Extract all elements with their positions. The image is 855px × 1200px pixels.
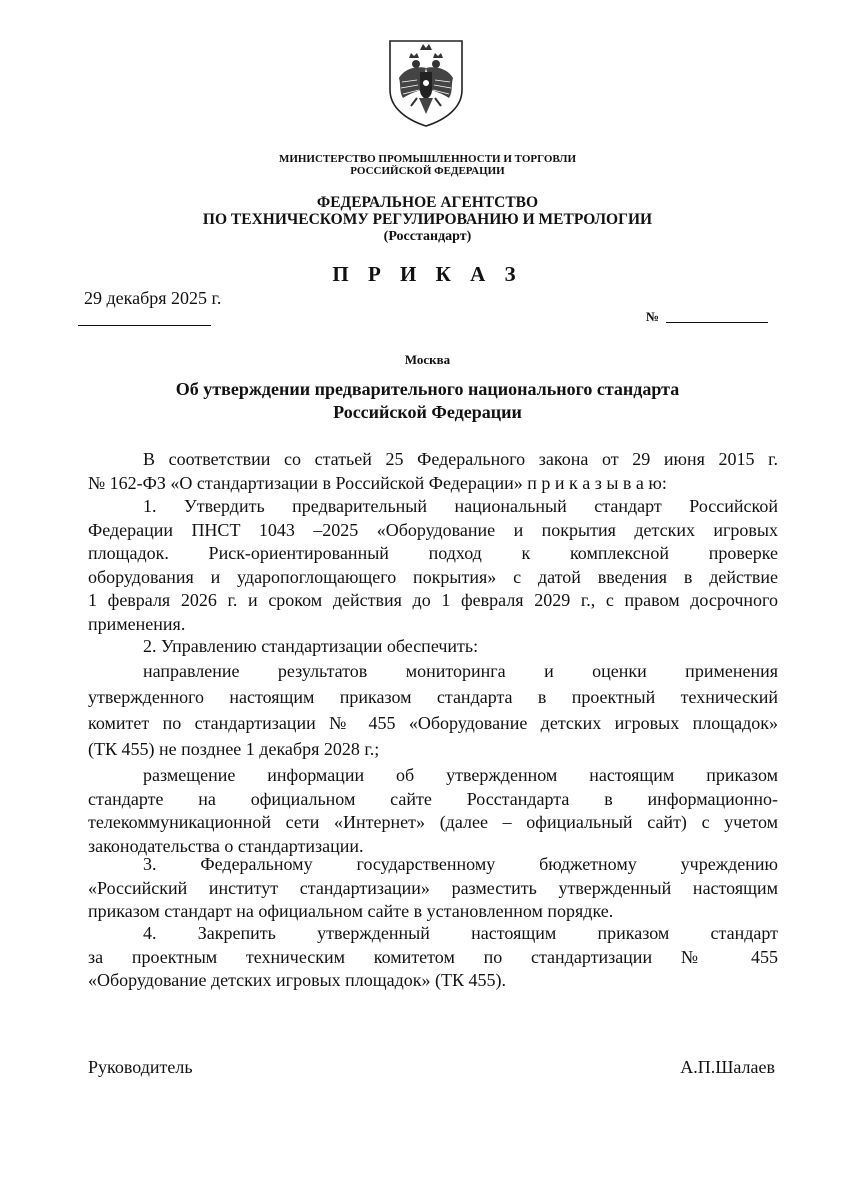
text-line: (ТК 455) не позднее 1 декабря 2028 г.; (88, 739, 380, 759)
text-line: законодательства о стандартизации. (88, 835, 364, 856)
order-number-label: № (646, 309, 660, 324)
text-line: направление результатов мониторинга и оценки применения (143, 661, 778, 681)
text-line: площадок. Риск-ориентированный подход к комплексной проверке (88, 543, 778, 563)
text-line: телекоммуникационной сети «Интернет» (далее – официальный сайт) с учетом (88, 812, 778, 832)
text-line: утвержденного настоящим приказом стандарта в проектный технический (88, 687, 778, 707)
paragraph-item-1 (88, 495, 778, 636)
text-line: «Российский институт стандартизации» разместить утвержденный настоящим (88, 877, 778, 898)
signatory-position: Руководитель (88, 1057, 193, 1077)
paragraph-item-4 (88, 922, 778, 993)
agency-name-line1: ФЕДЕРАЛЬНОЕ АГЕНТСТВО (316, 194, 539, 211)
ministry-name-line2: РОССИЙСКОЙ ФЕДЕРАЦИИ (350, 165, 505, 177)
date-underline (78, 325, 211, 326)
coat-of-arms-icon (387, 38, 465, 128)
city: Москва (404, 352, 451, 367)
text-line: Федерации ПНСТ 1043 –2025 «Оборудование и покрытия детских игровых (88, 519, 778, 540)
paragraph-item-3 (88, 853, 778, 924)
paragraph-preamble (88, 448, 778, 495)
text-line: размещение информации об утвержденном настоящим приказом (143, 765, 778, 785)
text-line: применения. (88, 613, 186, 634)
order-number-underline (666, 322, 768, 323)
text-line: приказом стандарт на официальном сайте в установленном порядке. (88, 901, 614, 921)
order-title: П Р И К А З (332, 262, 523, 286)
text-line: 3. Федеральному государственному бюджетному учреждению (143, 854, 778, 874)
order-subject-line2: Российской Федерации (333, 402, 522, 422)
text-line: комитет по стандартизации № 455 «Оборудование детских игровых площадок» (88, 713, 778, 733)
text-line: 4. Закрепить утвержденный настоящим приказом стандарт (143, 923, 778, 943)
agency-name-line2: ПО ТЕХНИЧЕСКОМУ РЕГУЛИРОВАНИЮ И МЕТРОЛОГИИ (202, 211, 653, 228)
order-subject-line1: Об утверждении предварительного национального стандарта (175, 379, 680, 399)
text-line: В соответствии со статьей 25 Федерального закона от 29 июня 2015 г. (143, 449, 778, 469)
order-date: 29 декабря 2025 г. (84, 288, 222, 308)
paragraph-item-2-monitoring (88, 658, 778, 762)
text-line: 1 февраля 2026 г. и сроком действия до 1 февраля 2029 г., с правом досрочного (88, 590, 778, 610)
paragraph-item-2-publication (88, 764, 778, 858)
text-line: 2. Управлению стандартизации обеспечить: (143, 636, 479, 656)
signatory-name: А.П.Шалаев (680, 1057, 775, 1077)
agency-short-name: (Росстандарт) (383, 229, 472, 244)
text-line: стандарте на официальном сайте Росстандарта в информационно- (88, 788, 778, 809)
ministry-name-line1: МИНИСТЕРСТВО ПРОМЫШЛЕННОСТИ И ТОРГОВЛИ (278, 153, 577, 165)
text-line: оборудования и ударопоглощающего покрытия» с датой введения в действие (88, 566, 778, 587)
text-line: «Оборудование детских игровых площадок» (ТК 455). (88, 970, 507, 990)
text-line: 1. Утвердить предварительный национальный стандарт Российской (143, 496, 778, 516)
paragraph-item-2 (88, 635, 778, 659)
text-line: за проектным техническим комитетом по стандартизации № 455 (88, 946, 778, 967)
text-line: № 162-ФЗ «О стандартизации в Российской Федерации» п р и к а з ы в а ю: (88, 472, 667, 493)
